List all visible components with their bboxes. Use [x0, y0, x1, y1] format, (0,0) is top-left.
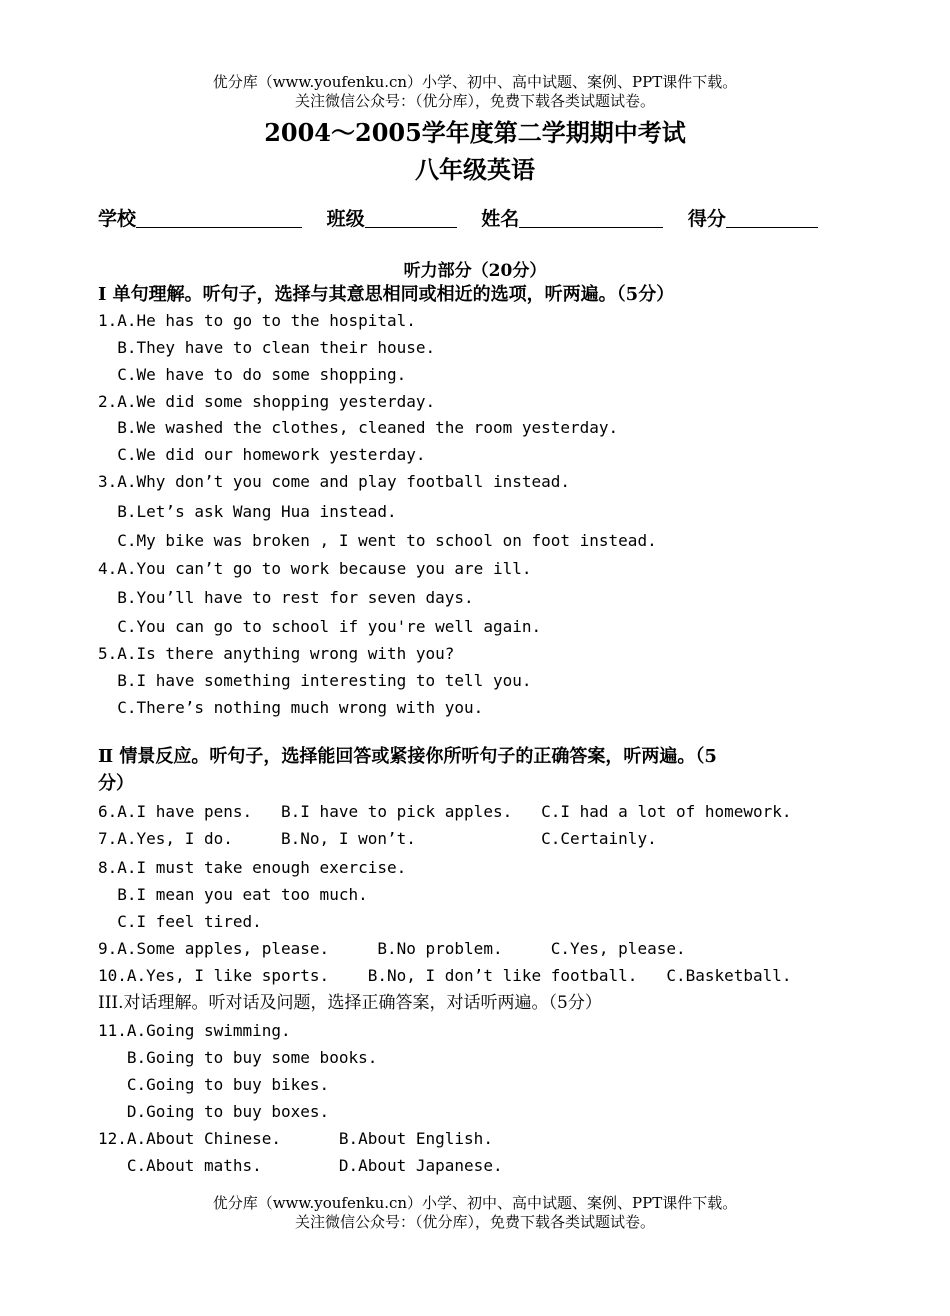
score-label: 得分 — [687, 208, 726, 230]
question-line: 1.A.He has to go to the hospital. — [98, 311, 416, 330]
question-line: 10.A.Yes, I like sports. B.No, I don’t like football. C.Basketball. — [98, 966, 792, 985]
header-watermark — [0, 73, 950, 111]
exam-subtitle: 八年级英语 — [415, 155, 535, 184]
name-field — [481, 204, 663, 231]
class-label: 班级 — [326, 208, 365, 230]
watermark-line-1: 优分库（www.youfenku.cn）小学、初中、高中试题、案例、PPT课件下载。 — [212, 1194, 738, 1212]
question-line: C.There’s nothing much wrong with you. — [98, 698, 484, 717]
question-line: B.I mean you eat too much. — [98, 885, 368, 904]
question-line: 12.A.About Chinese. B.About English. — [98, 1129, 493, 1148]
section-2-heading: Ⅱ 情景反应。听句子，选择能回答或紧接你所听句子的正确答案，听两遍。（5 — [98, 746, 717, 767]
question-line: B.Let’s ask Wang Hua instead. — [98, 502, 397, 521]
question-line: 8.A.I must take enough exercise. — [98, 858, 407, 877]
question-line: B.Going to buy some books. — [98, 1048, 378, 1067]
section-1-heading: Ⅰ 单句理解。听句子，选择与其意思相同或相近的选项，听两遍。（5分） — [98, 284, 675, 305]
school-label: 学校 — [98, 208, 137, 230]
question-line: 4.A.You can’t go to work because you are ill. — [98, 559, 532, 578]
question-line: D.Going to buy boxes. — [98, 1102, 330, 1121]
listening-section-title: 听力部分（20分） — [403, 261, 547, 281]
section-3-heading: III.对话理解。听对话及问题，选择正确答案，对话听两遍。（5分） — [98, 993, 602, 1013]
score-blank[interactable] — [726, 207, 818, 228]
question-line: C.Going to buy bikes. — [98, 1075, 330, 1094]
question-line: C.My bike was broken , I went to school on foot instead. — [98, 531, 657, 550]
question-line: C.You can go to school if you're well again. — [98, 617, 542, 636]
question-line: C.About maths. D.About Japanese. — [98, 1156, 503, 1175]
question-line: 5.A.Is there anything wrong with you? — [98, 644, 455, 663]
question-line: 9.A.Some apples, please. B.No problem. C.Yes, please. — [98, 939, 686, 958]
question-line: B.You’ll have to rest for seven days. — [98, 588, 474, 607]
school-blank[interactable] — [136, 207, 302, 228]
watermark-line-2: 关注微信公众号：（优分库），免费下载各类试题试卷。 — [294, 92, 655, 110]
name-label: 姓名 — [481, 208, 520, 230]
question-line: B.I have something interesting to tell you. — [98, 671, 532, 690]
question-line: 7.A.Yes, I do. B.No, I won’t. C.Certainly. — [98, 829, 657, 848]
question-line: 11.A.Going swimming. — [98, 1021, 291, 1040]
class-blank[interactable] — [365, 207, 457, 228]
class-field — [327, 204, 457, 231]
student-info-line — [98, 204, 858, 231]
question-line: C.We have to do some shopping. — [98, 365, 407, 384]
footer-watermark — [0, 1194, 950, 1232]
question-line: 2.A.We did some shopping yesterday. — [98, 392, 436, 411]
question-line: C.I feel tired. — [98, 912, 262, 931]
section-2-heading-cont: 分） — [98, 773, 134, 794]
exam-title: 2004～2005学年度第二学期期中考试 — [264, 118, 686, 147]
question-line: C.We did our homework yesterday. — [98, 445, 426, 464]
question-line: 6.A.I have pens. B.I have to pick apples. C.I had a lot of homework. — [98, 802, 792, 821]
watermark-line-1: 优分库（www.youfenku.cn）小学、初中、高中试题、案例、PPT课件下载。 — [212, 73, 738, 91]
question-line: B.We washed the clothes, cleaned the room yesterday. — [98, 418, 619, 437]
watermark-line-2: 关注微信公众号：（优分库），免费下载各类试题试卷。 — [294, 1213, 655, 1231]
question-line: B.They have to clean their house. — [98, 338, 436, 357]
school-field — [98, 204, 302, 231]
question-line: 3.A.Why don’t you come and play football instead. — [98, 472, 571, 491]
score-field — [688, 204, 818, 231]
name-blank[interactable] — [519, 207, 663, 228]
